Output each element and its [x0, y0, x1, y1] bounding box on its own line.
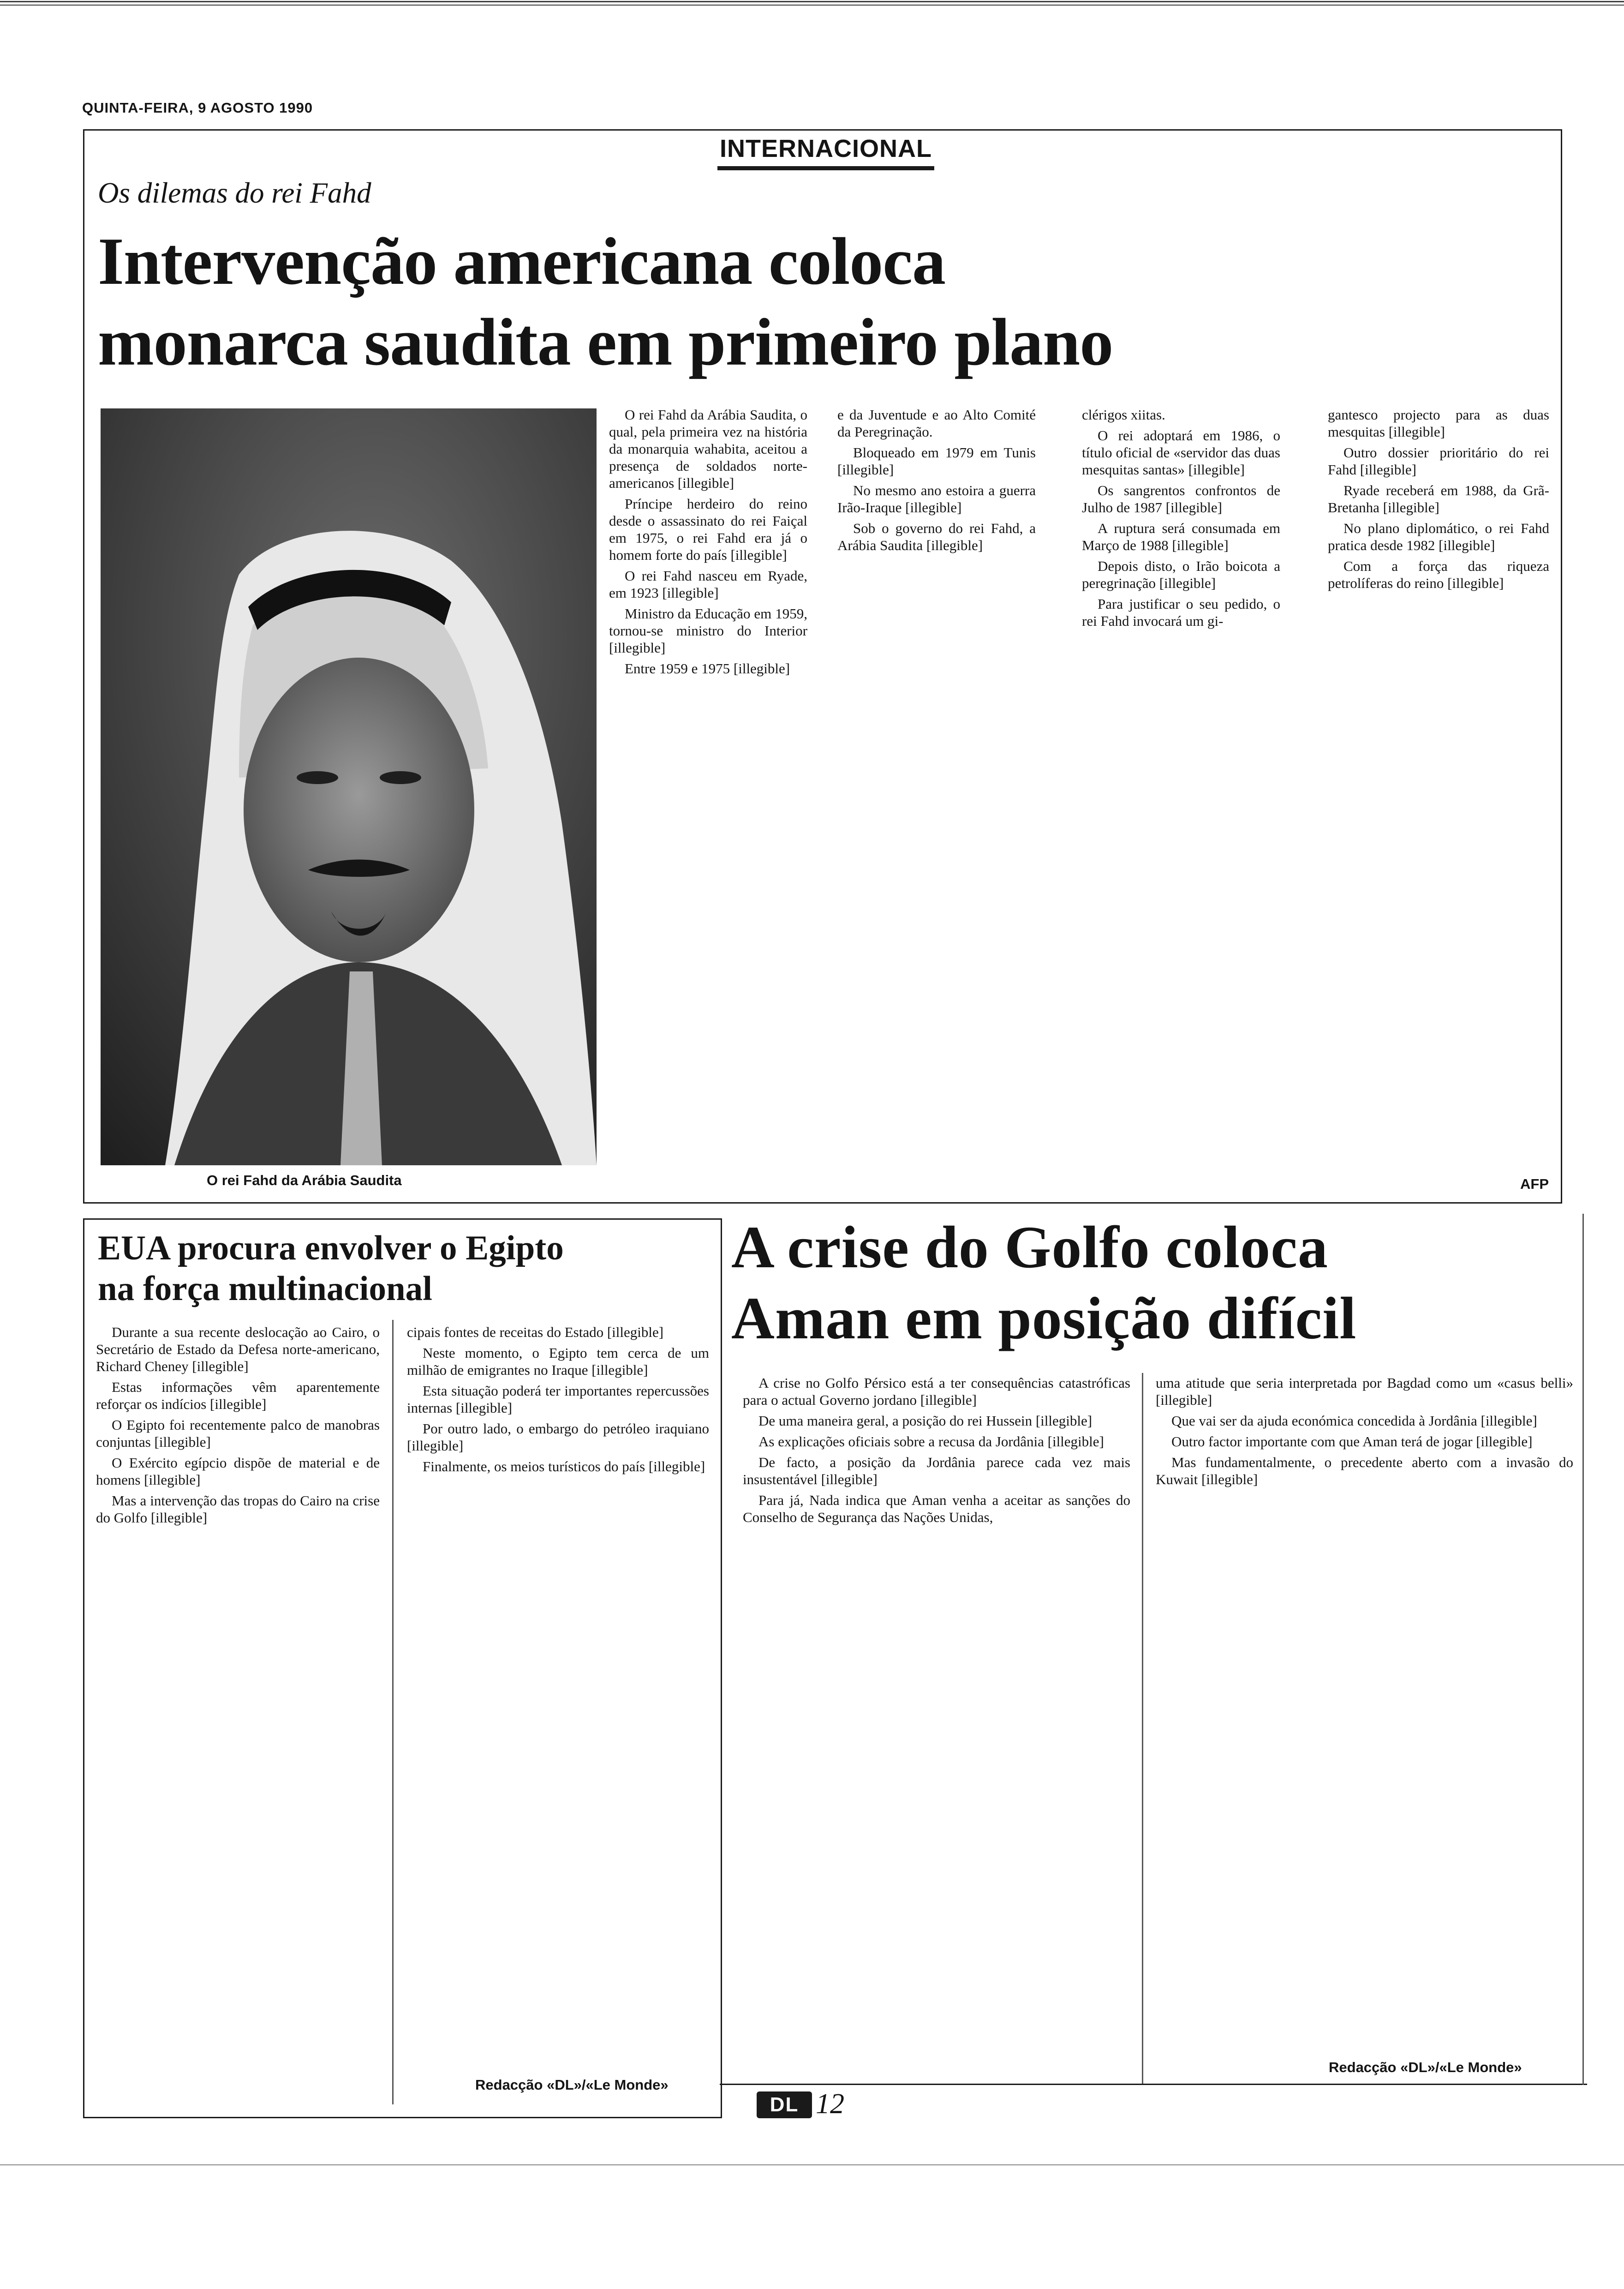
lead-credit: AFP: [1520, 1176, 1549, 1192]
scan-edge-line: [0, 5, 1624, 6]
paragraph: uma atitude que seria interpretada por Bagdad como um «casus belli» [illegible]: [1156, 1375, 1573, 1408]
jordan-headline-line1: A crise do Golfo coloca: [731, 1214, 1328, 1281]
paragraph: Ryade receberá em 1988, da Grã-Bretanha [illegible]: [1328, 482, 1549, 515]
paragraph: Príncipe herdeiro do reino desde o assassinato do rei Faiçal em 1975, o rei Fahd era já o homem forte do país [illegible]: [609, 496, 807, 563]
page-number: 12: [816, 2088, 844, 2120]
date-line: QUINTA-FEIRA, 9 AGOSTO 1990: [82, 100, 313, 116]
story-right-rule: [1582, 1214, 1584, 2085]
paragraph: Que vai ser da ajuda económica concedida à Jordânia [illegible]: [1171, 1413, 1537, 1429]
paragraph: O Exército egípcio dispõe de material e de homens [illegible]: [96, 1455, 380, 1488]
lead-headline-line2: monarca saudita em primeiro plano: [98, 305, 1113, 379]
paragraph: Outro factor importante com que Aman terá de jogar [illegible]: [1171, 1433, 1533, 1450]
paragraph: Por outro lado, o embargo do petróleo iraquiano [illegible]: [407, 1420, 709, 1454]
jordan-column-1: [743, 1374, 1130, 2080]
egypt-column-1: [96, 1324, 380, 2108]
paragraph: Para justificar o seu pedido, o rei Fahd invocará um gi-: [1082, 596, 1280, 629]
paragraph: Os sangrentos confrontos de Julho de 1987 [illegible]: [1082, 482, 1280, 515]
paragraph: e da Juventude e ao Alto Comité da Peregrinação.: [837, 407, 1036, 440]
section-tab: [717, 131, 934, 170]
paragraph: No mesmo ano estoira a guerra Irão-Iraque [illegible]: [837, 482, 1036, 515]
scan-bottom-line: [0, 2164, 1624, 2165]
photo-caption: O rei Fahd da Arábia Saudita: [207, 1172, 402, 1188]
paragraph: Mas a intervenção das tropas do Cairo na crise do Golfo [illegible]: [96, 1492, 380, 1526]
jordan-column-2: [1156, 1374, 1573, 2053]
column-divider: [392, 1320, 394, 2104]
paragraph: Sob o governo do rei Fahd, a Arábia Saudita [illegible]: [837, 520, 1036, 553]
paragraph: Mas fundamentalmente, o precedente aberto com a invasão do Kuwait [illegible]: [1156, 1454, 1573, 1487]
paragraph: No plano diplomático, o rei Fahd pratica desde 1982 [illegible]: [1328, 520, 1549, 553]
paragraph: A crise no Golfo Pérsico está a ter consequências catastróficas para o actual Governo jordano [illegible]: [743, 1375, 1130, 1408]
paragraph: De facto, a posição da Jordânia parece cada vez mais insustentável [illegible]: [743, 1454, 1130, 1487]
paragraph: A ruptura será consumada em Março de 1988 [illegible]: [1082, 520, 1280, 553]
paragraph: cipais fontes de receitas do Estado [illegible]: [407, 1324, 664, 1340]
lead-column-2: [837, 406, 1036, 1191]
egypt-column-2: [407, 1324, 709, 2071]
paragraph: Depois disto, o Irão boicota a peregrinação [illegible]: [1082, 558, 1280, 591]
egypt-headline-line2: na força multinacional: [98, 1270, 432, 1308]
paragraph: Durante a sua recente deslocação ao Cairo, o Secretário de Estado da Defesa norte-americano, Richard Cheney [illegible]: [96, 1324, 380, 1374]
paragraph: Estas informações vêm aparentemente reforçar os indícios [illegible]: [96, 1379, 380, 1412]
column-divider: [1142, 1373, 1143, 2084]
egypt-headline-line1: EUA procura envolver o Egipto: [98, 1229, 564, 1267]
section-label: INTERNACIONAL: [720, 135, 932, 162]
scan-edge-line: [0, 1, 1624, 2]
story-bottom-rule: [720, 2084, 1587, 2085]
paragraph: As explicações oficiais sobre a recusa da Jordânia [illegible]: [758, 1433, 1104, 1450]
paragraph: Entre 1959 e 1975 [illegible]: [625, 660, 790, 677]
paragraph: O rei Fahd da Arábia Saudita, o qual, pela primeira vez na história da monarquia wahabita, aceitou a presença de soldados norte-americanos [illegible]: [609, 407, 807, 491]
jordan-credit: Redacção «DL»/«Le Monde»: [1329, 2059, 1522, 2075]
jordan-headline-line2: Aman em posição difícil: [731, 1285, 1357, 1352]
lead-headline-line1: Intervenção americana coloca: [98, 224, 945, 299]
dl-logo-text: DL: [770, 2093, 799, 2116]
paragraph: Para já, Nada indica que Aman venha a aceitar as sanções do Conselho de Segurança das Nações Unidas,: [743, 1492, 1130, 1525]
paragraph: Neste momento, o Egipto tem cerca de um milhão de emigrantes no Iraque [illegible]: [407, 1345, 709, 1378]
paragraph: Ministro da Educação em 1959, tornou-se ministro do Interior [illegible]: [609, 605, 807, 656]
paragraph: O rei adoptará em 1986, o título oficial de «servidor das duas mesquitas santas» [illegible]: [1082, 427, 1280, 478]
lead-column-1: [609, 406, 807, 1191]
paragraph: Com a força das riqueza petrolíferas do reino [illegible]: [1328, 558, 1549, 591]
dl-logo: [757, 2091, 812, 2118]
paragraph: De uma maneira geral, a posição do rei Hussein [illegible]: [758, 1413, 1093, 1429]
paragraph: Bloqueado em 1979 em Tunis [illegible]: [837, 444, 1036, 478]
lead-column-3: [1082, 406, 1280, 1191]
paragraph: O rei Fahd nasceu em Ryade, em 1923 [illegible]: [609, 568, 807, 601]
paragraph: O Egipto foi recentemente palco de manobras conjuntas [illegible]: [96, 1417, 380, 1450]
egypt-credit: Redacção «DL»/«Le Monde»: [475, 2077, 669, 2093]
paragraph: Outro dossier prioritário do rei Fahd [illegible]: [1328, 444, 1549, 478]
paragraph: gantesco projecto para as duas mesquitas [illegible]: [1328, 407, 1549, 440]
paragraph: Finalmente, os meios turísticos do país [illegible]: [423, 1458, 705, 1474]
lead-kicker: Os dilemas do rei Fahd: [98, 177, 371, 209]
king-fahd-photo: [101, 408, 597, 1165]
paragraph: clérigos xiitas.: [1082, 407, 1165, 423]
lead-column-4: [1328, 406, 1549, 1172]
paragraph: Esta situação poderá ter importantes repercussões internas [illegible]: [407, 1383, 709, 1416]
